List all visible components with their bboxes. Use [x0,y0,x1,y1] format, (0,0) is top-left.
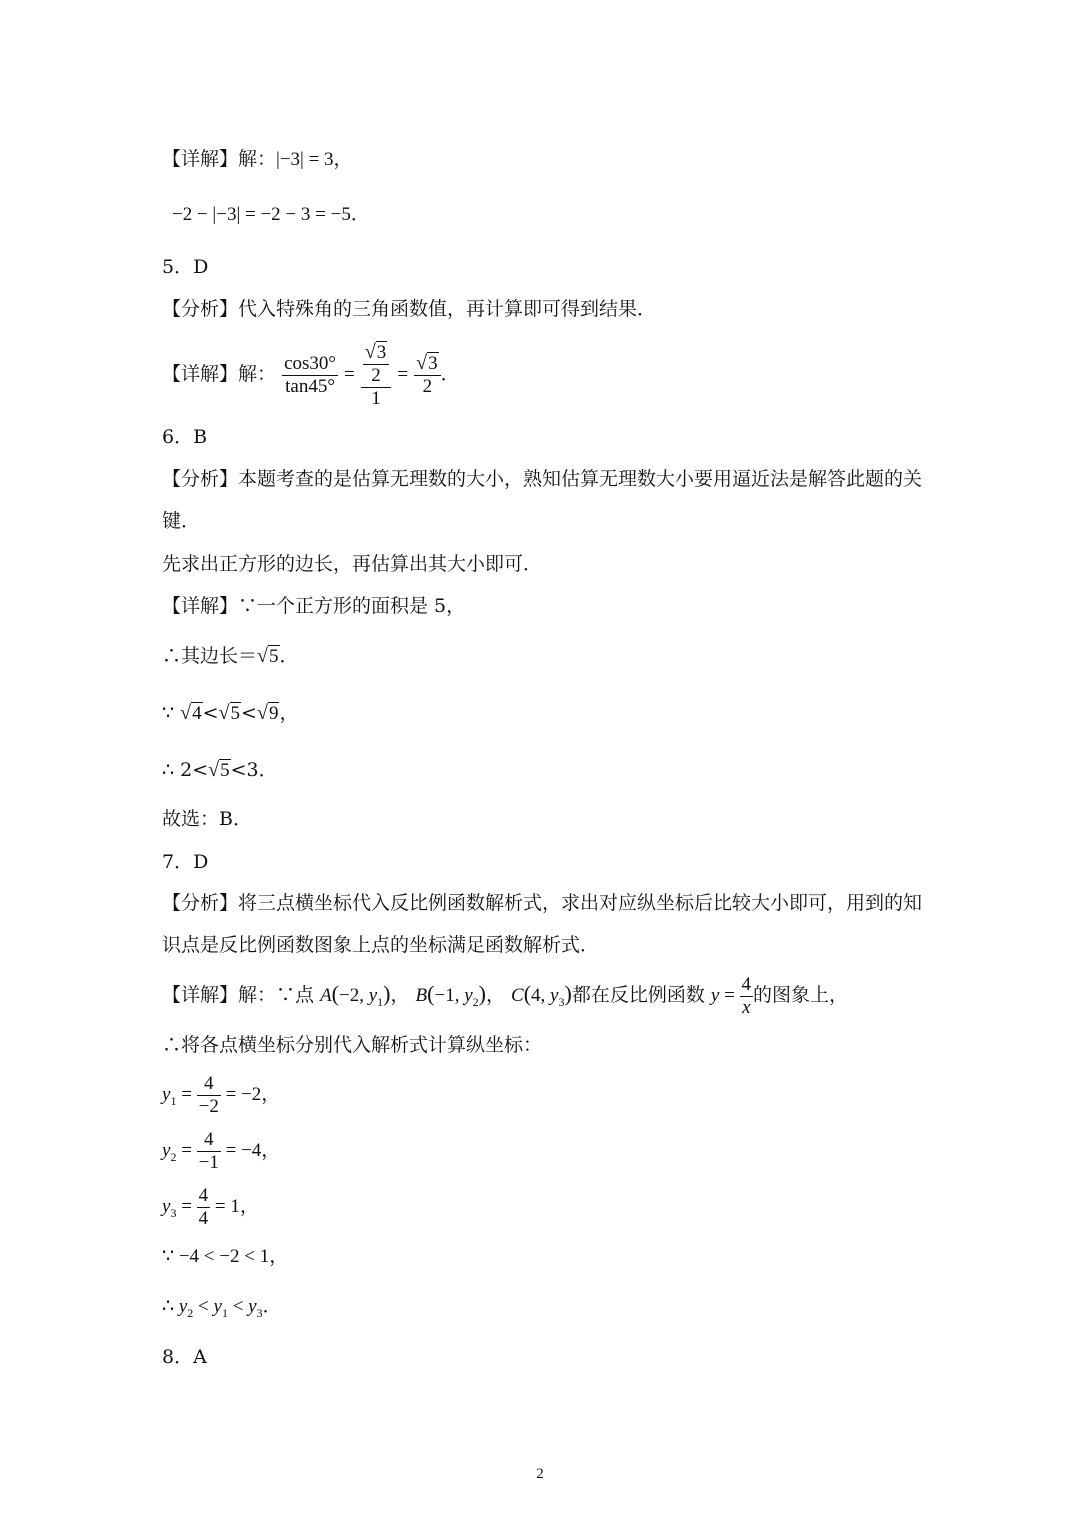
q5-denominator-one: 1 [371,387,381,409]
q6-sqrt5: √5 [257,645,279,667]
q7-analysis-2: 识点是反比例函数图象上点的坐标满足函数解析式． [162,934,600,956]
q7-compare: ∵ −4 < −2 < 1， [162,1246,289,1267]
q5-compound-numerator [361,341,391,388]
q6-detail-2: ∴其边长＝√5． [162,643,299,670]
q4-detail-label: 【详解】解： [162,148,277,170]
q6-choice: 故选：B． [162,808,252,830]
q8-answer: 8．A [162,1346,207,1368]
q6-analysis-1: 【分析】本题考查的是估算无理数的大小，熟知估算无理数大小要用逼近法是解答此题的关 [162,468,923,490]
q7-answer: 7．D [162,851,209,873]
q5-tan45: tan45° [285,375,335,397]
q6-analysis-3: 先求出正方形的边长，再估算出其大小即可． [162,553,543,575]
q6-answer: 6．B [162,426,208,448]
q7-point-b: B(−1, $y_2$)， [415,981,505,1009]
q7-step: ∴将各点横坐标分别代入解析式计算纵坐标： [162,1034,543,1056]
q5-detail-label: 【详解】解： [162,363,277,385]
q5-sqrt3-b: √3 [416,352,438,374]
q5-compound-fraction [361,341,391,410]
q7-detail: 【详解】解：∵点 A(−2, $y_1$)， B(−1, $y_2$)， C(4, $y_3$)都在反比例函数 y = $\frac{4}{x}$ 的图象上， [162,974,849,1019]
q5-inner-fraction: $\frac{√3}{2}$ [363,341,389,387]
q6-sqrt4: √4 [180,702,202,724]
q4-calculation: −2 − |−3| = −2 − 3 = −5． [172,204,370,225]
q6-analysis-2: 键． [162,510,201,532]
q5-result-fraction: $\frac{√3}{2}$ [414,352,440,398]
q5-fraction-cos-tan [282,353,338,398]
q5-analysis: 【分析】代入特殊角的三角函数值，再计算即可得到结果． [162,298,657,320]
q6-sqrt5-b: √5 [218,702,241,724]
q5-sqrt3-a: √3 [364,340,387,363]
q4-abs-equation: |−3| = 3， [276,149,353,170]
q7-point-c: C(4, $y_3$) [511,981,572,1009]
q5-detail: 【详解】解： $\frac{\cos 30^\circ}{\tan 45^\circ}$ = $\frac{\frac{√3}{2}}{1}$ = $\frac{√3}{2}$ ． [162,340,460,409]
q4-detail-line [162,146,353,173]
q7-conclusion: ∴ $y_2 < y_1 < y_3$． [162,1296,282,1320]
q5-cos30: cos30° [284,352,336,374]
q5-answer: 5．D [162,256,209,278]
q6-therefore-line: ∴ 2<√5<3． [162,757,278,784]
q7-y3: $y_3$ = $\frac{4}{4}$ = 1， [162,1185,259,1230]
q6-sqrt9: √9 [256,702,279,724]
q7-analysis-1: 【分析】将三点横坐标代入反比例函数解析式，求出对应纵坐标后比较大小即可，用到的知 [162,892,923,914]
page-number: 2 [536,1466,544,1482]
q6-because-line: ∵ √4<√5<√9， [162,700,298,727]
q6-detail-1: 【详解】∵一个正方形的面积是 5， [162,595,466,617]
q7-y1: $y_1$ = $\frac{4}{-2}$ = −2， [162,1073,281,1118]
q7-point-a: A(−2, $y_1$)， [320,981,410,1009]
q6-sqrt5-c: √5 [208,759,230,781]
q7-y2: $y_2$ = $\frac{4}{-1}$ = −4， [162,1129,281,1174]
q7-function: y = $\frac{4}{x}$ [710,974,752,1019]
